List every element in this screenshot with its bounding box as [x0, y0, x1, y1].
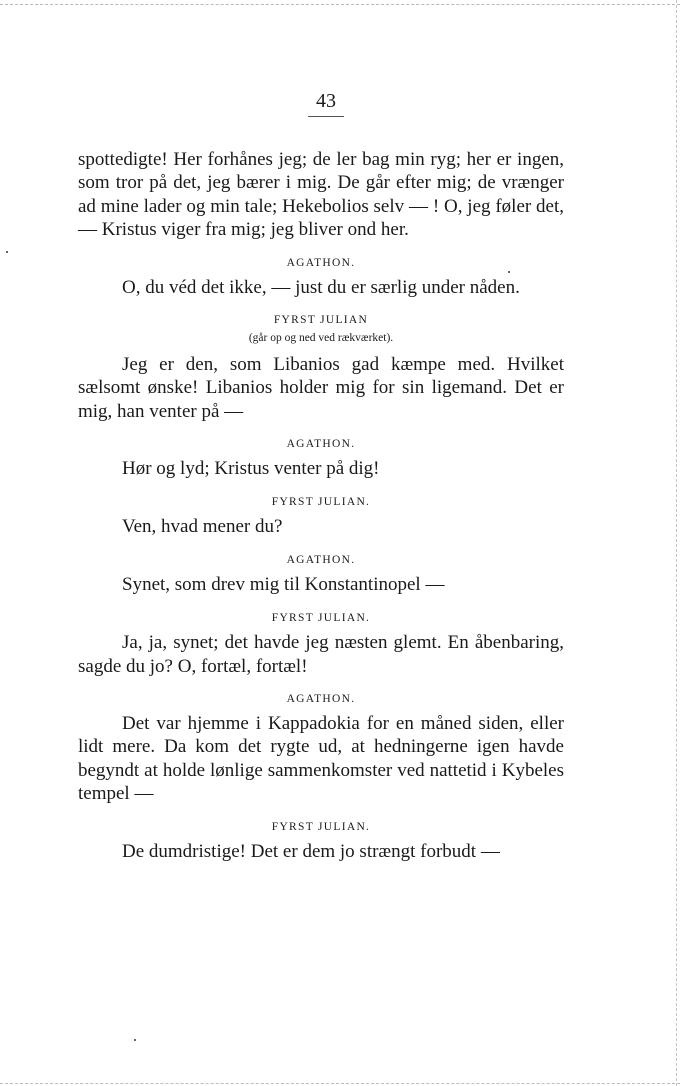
scan-top-edge [0, 4, 680, 6]
dialogue-block-3 [78, 437, 564, 481]
speech-text: Ja, ja, synet; det havde jeg næsten glemt. En åbenbaring, sagde du jo? O, fortæl, fortæl! [78, 632, 564, 677]
speaker-name: AGATHON. [286, 693, 356, 706]
speech-text: Hør og lyd; Kristus venter på dig! [122, 458, 380, 480]
scan-speck [134, 1039, 136, 1041]
stage-direction: (går op og ned ved rækværket). [248, 332, 394, 345]
dialogue-block-4 [78, 495, 564, 539]
scan-speck [6, 251, 8, 253]
dialogue-block-6 [78, 611, 564, 678]
scan-right-edge [675, 0, 677, 1086]
speaker-name: AGATHON. [286, 256, 356, 269]
speaker-name: AGATHON. [286, 438, 356, 451]
dialogue-block-1 [78, 256, 564, 299]
speaker-name: FYRST JULIAN. [271, 612, 371, 625]
speaker-name: FYRST JULIAN [273, 314, 369, 327]
speaker-name: FYRST JULIAN. [271, 820, 371, 833]
speech-text: Synet, som drev mig til Konstantinopel — [122, 574, 445, 596]
speech-text: De dumdristige! Det er dem jo strængt forbudt — [122, 840, 500, 862]
dialogue-block-2 [78, 313, 564, 423]
opening-paragraph: spottedigte! Her forhånes jeg; de ler bag min ryg; her er ingen, som tror på det, jeg bærer i mig. De går efter mig; de vrænger ad mine lader og min tale; Hekebolios selv — ! O, jeg føler det, — Kristus viger fra mig; jeg bliver ond her. [78, 149, 564, 241]
dialogue-block-8 [78, 820, 564, 863]
page-number [78, 88, 564, 117]
book-page [78, 88, 564, 863]
speech-text: Ven, hvad mener du? [122, 516, 283, 538]
scan-bottom-edge [0, 1082, 680, 1084]
dialogue-block-7 [78, 692, 564, 806]
dialogue-block-5 [78, 553, 564, 597]
speaker-name: AGATHON. [286, 554, 356, 567]
speech-text: Jeg er den, som Libanios gad kæmpe med. Hvilket sælsomt ønske! Libanios holder mig for sin ligemand. Det er mig, han venter på — [78, 354, 564, 422]
speaker-name: FYRST JULIAN. [271, 496, 371, 509]
speech-text: Det var hjemme i Kappadokia for en måned siden, eller lidt mere. Da kom det rygte ud, at hedningerne igen havde begyndt at holde lønlige sammenkomster ved nattetid i Kybeles tempel — [78, 713, 564, 805]
speech-text: O, du véd det ikke, — just du er særlig under nåden. [122, 276, 520, 298]
page-number-text: 43 [308, 88, 344, 117]
